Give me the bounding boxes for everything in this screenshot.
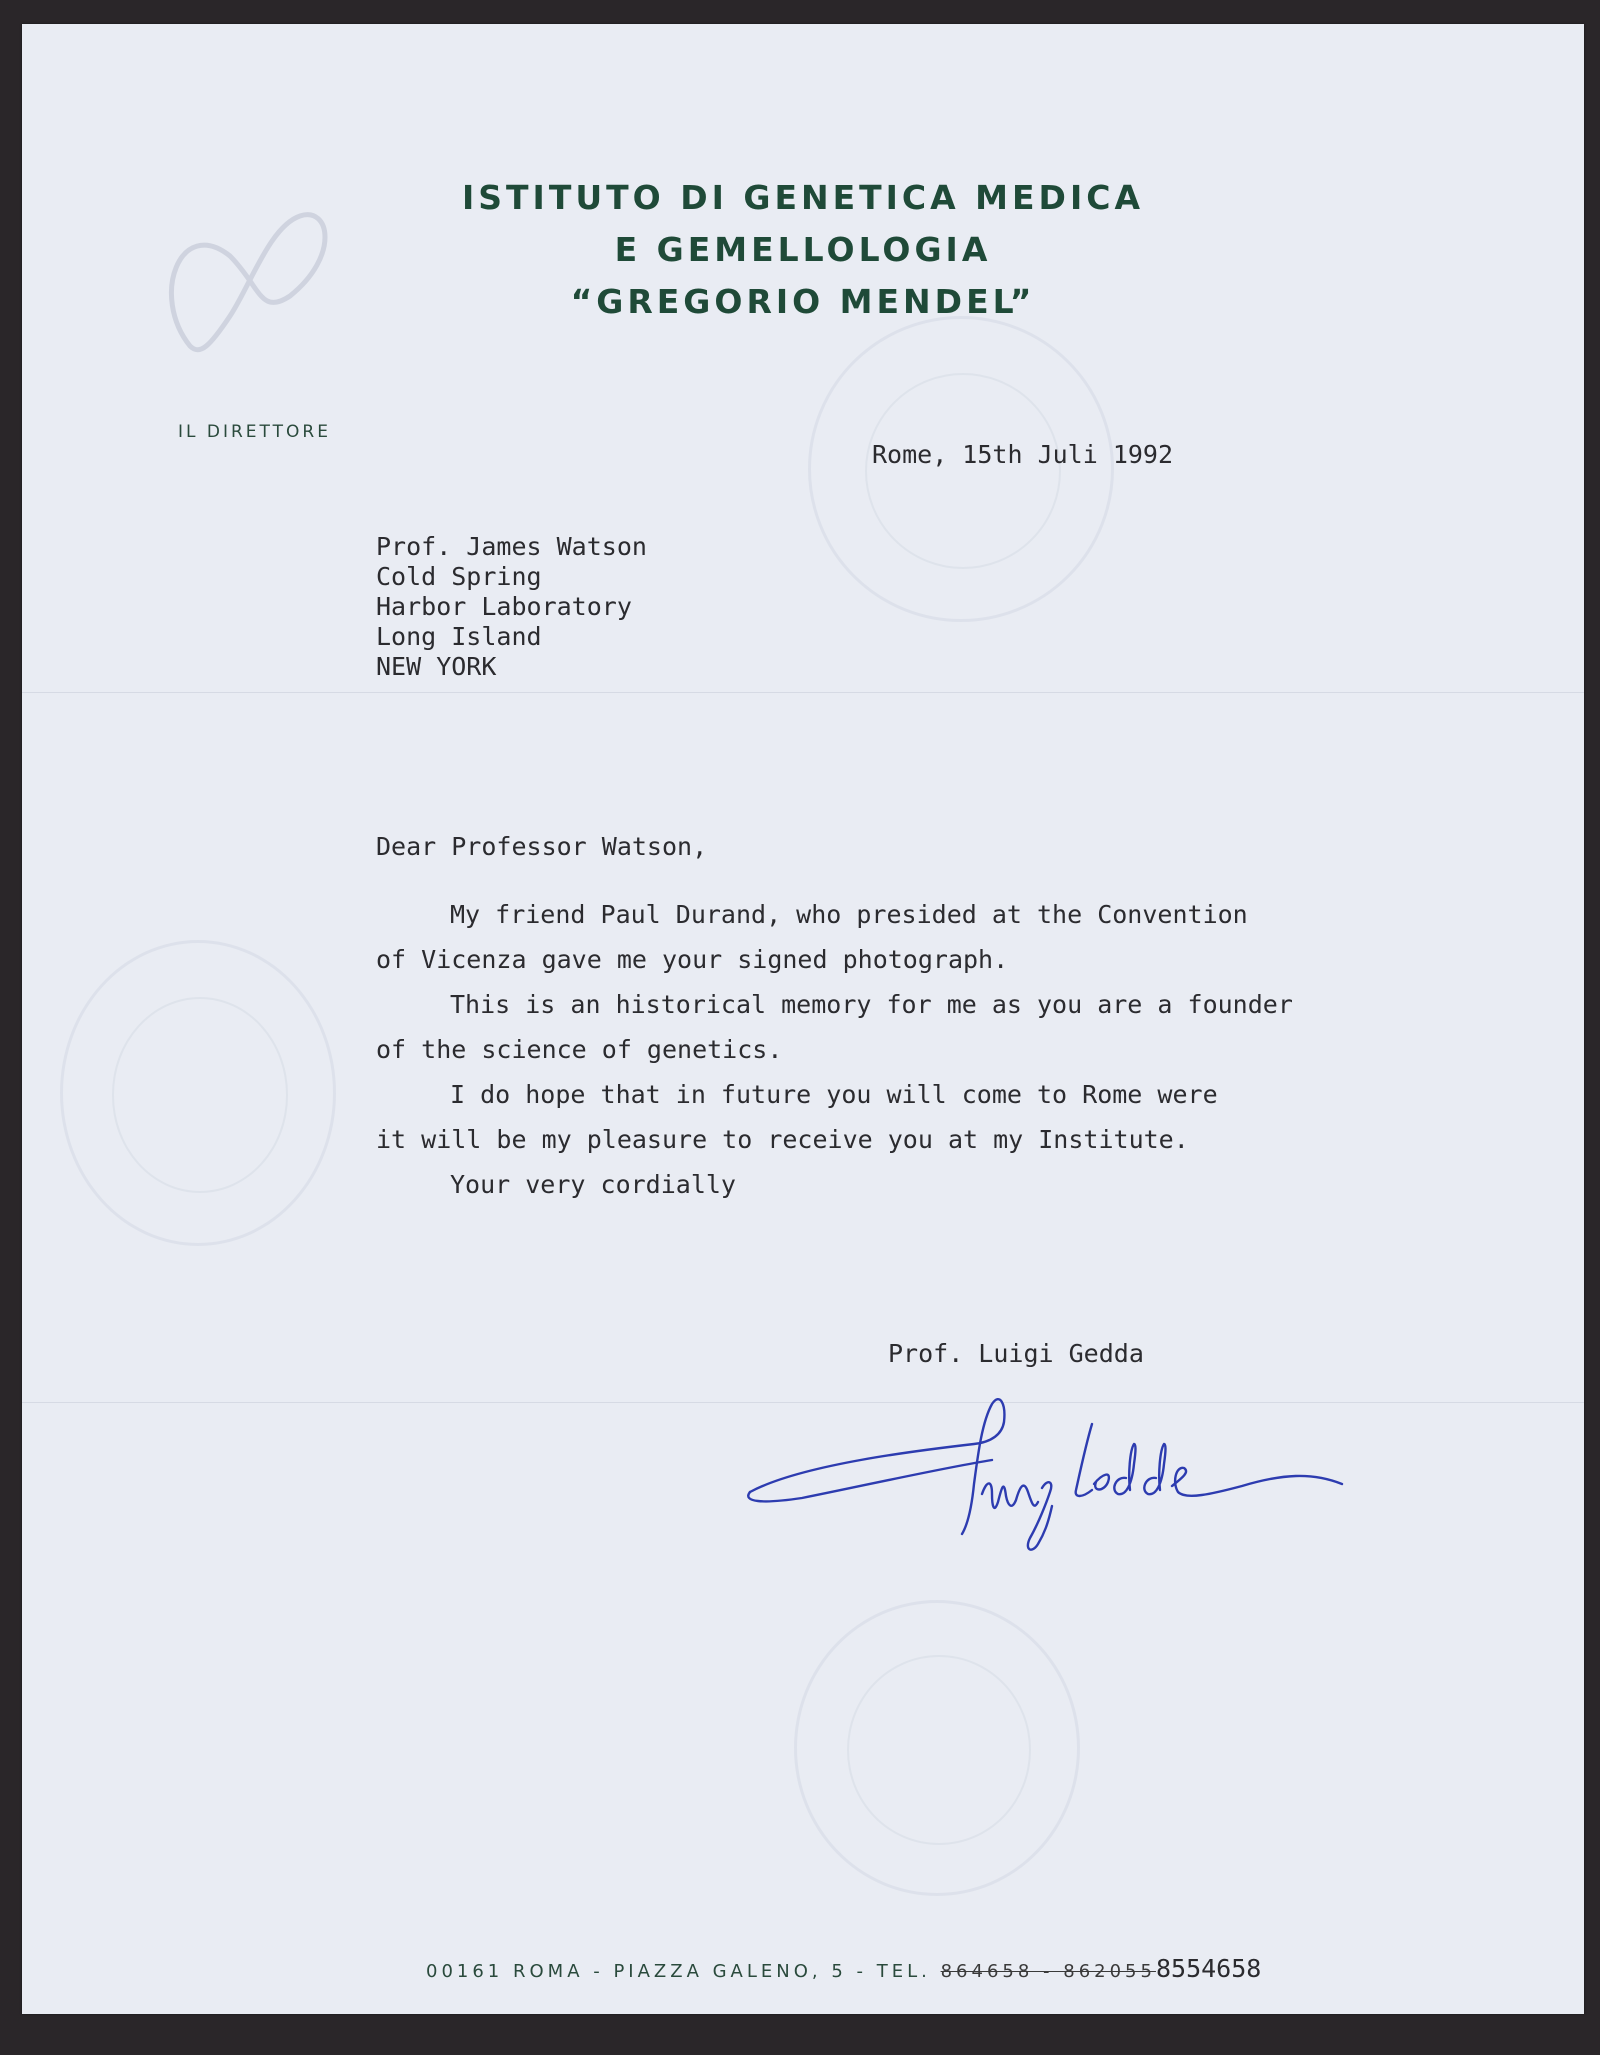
body-line: it will be my pleasure to receive you at my Institute. (376, 1125, 1189, 1154)
body-line: Your very cordially (450, 1170, 736, 1199)
body-line: I do hope that in future you will come to Rome were (450, 1080, 1218, 1109)
signer-name: Prof. Luigi Gedda (888, 1339, 1144, 1368)
address-line: Long Island (376, 622, 542, 651)
footer-new-telephone: 8554658 (1155, 1954, 1262, 1983)
footer-address: 00161 ROMA - PIAZZA GALENO, 5 - TEL. (426, 1961, 941, 1982)
letterhead-role: IL DIRETTORE (178, 422, 331, 442)
footer-old-telephone: 864658 - 862055 (940, 1961, 1156, 1982)
watermark-seal (808, 316, 1114, 622)
handwritten-signature (742, 1374, 1362, 1594)
watermark-seal (60, 940, 336, 1246)
body-line: of Vicenza gave me your signed photograph. (376, 945, 1009, 974)
address-line: Cold Spring (376, 562, 542, 591)
body-line: of the science of genetics. (376, 1035, 783, 1064)
salutation: Dear Professor Watson, (376, 832, 708, 861)
fold-line (22, 692, 1584, 693)
letterhead-footer (426, 1954, 1261, 1983)
address-line: Harbor Laboratory (376, 592, 632, 621)
letter-body (376, 892, 1293, 1207)
body-line: My friend Paul Durand, who presided at the Convention (450, 900, 1248, 929)
letterhead-line-2: E GEMELLOLOGIA (614, 230, 992, 269)
recipient-address (376, 532, 647, 682)
watermark-seal (794, 1600, 1080, 1896)
address-line: NEW YORK (376, 652, 497, 681)
letterhead-line-3: “GREGORIO MENDEL” (570, 282, 1036, 321)
address-line: Prof. James Watson (376, 532, 647, 561)
letter-date: Rome, 15th Juli 1992 (872, 440, 1174, 469)
body-line: This is an historical memory for me as you are a founder (450, 990, 1293, 1019)
letterhead-line-1: ISTITUTO DI GENETICA MEDICA (462, 178, 1144, 217)
letter-page (22, 24, 1584, 2014)
